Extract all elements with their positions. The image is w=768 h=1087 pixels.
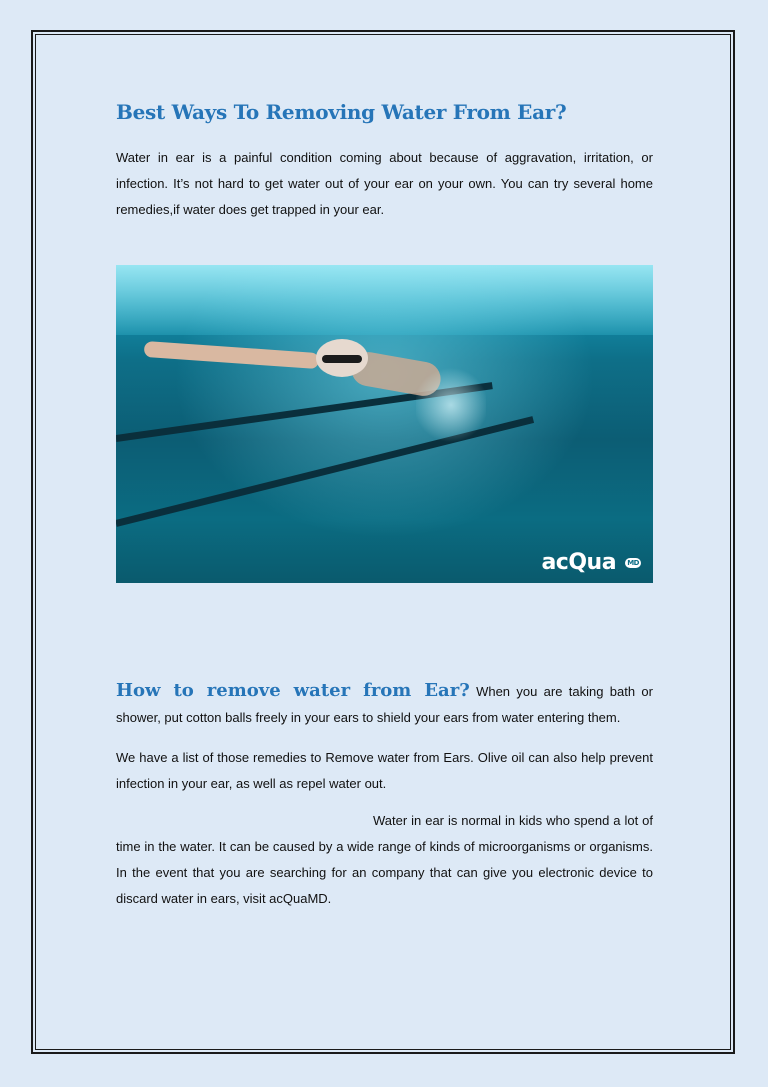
goggles (322, 355, 362, 363)
section-lead-text: When you are taking bath or shower, put cotton balls freely in your ears to shield your ears from water entering them. (116, 684, 653, 725)
swimmer-arm (144, 341, 320, 369)
section-lead-paragraph (116, 678, 653, 731)
page-title: Best Ways To Removing Water From Ear? (116, 100, 567, 124)
kids-paragraph-text: Water in ear is normal in kids who spend a lot of time in the water. It can be caused by a wide range of kinds of microorganisms or organisms. In the event that you are searching for an company that can give you electronic device to discard water in ears, visit acQuaMD. (116, 813, 653, 906)
swimmer-photo (116, 265, 653, 583)
section-heading: How to remove water from Ear? (116, 680, 470, 701)
remedies-paragraph: We have a list of those remedies to Remove water from Ears. Olive oil can also help prevent infection in your ear, as well as repel water out. (116, 750, 653, 791)
acqua-logo: acQua MD (541, 550, 639, 575)
water-surface (116, 265, 653, 335)
intro-paragraph: Water in ear is a painful condition coming about because of aggravation, irritation, or infection. It’s not hard to get water out of your ear on your own. You can try several home remedies,if water does get trapped in your ear. (116, 150, 653, 217)
bubbles (416, 365, 486, 445)
kids-paragraph (116, 808, 653, 912)
